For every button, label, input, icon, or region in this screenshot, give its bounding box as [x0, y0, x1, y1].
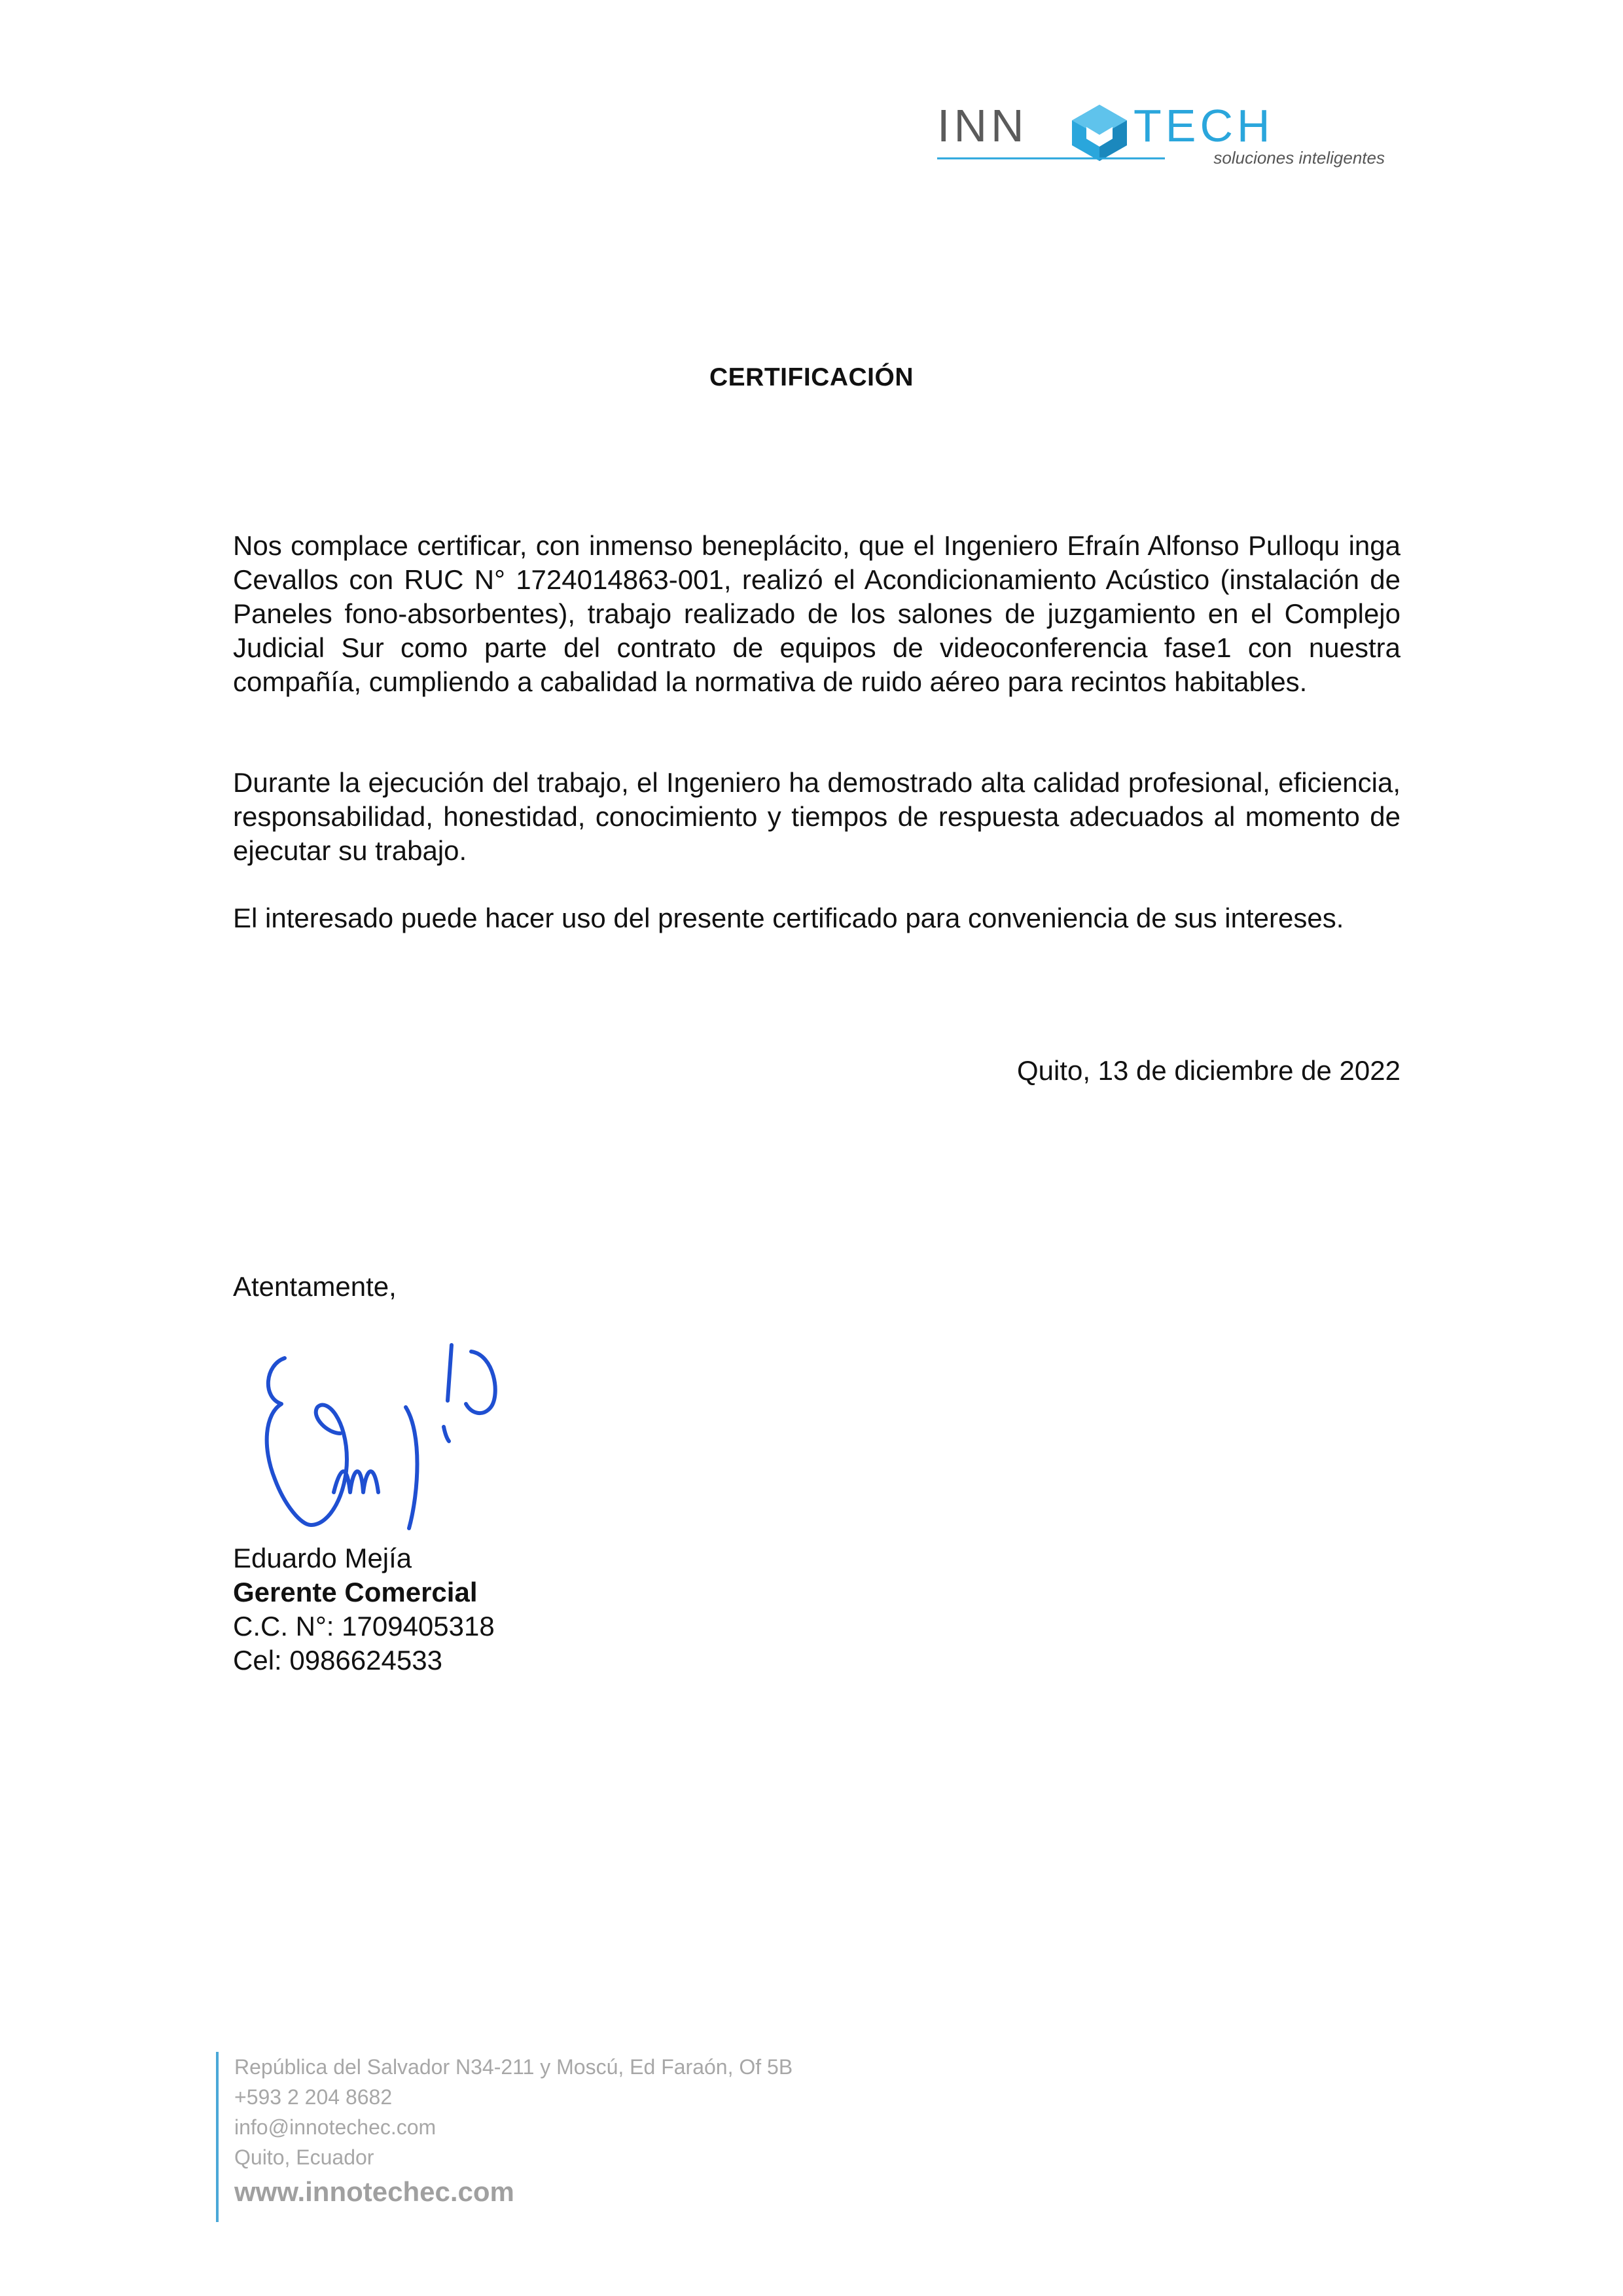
- logo-cube-icon: [1072, 105, 1127, 161]
- document-date: Quito, 13 de diciembre de 2022: [1016, 1055, 1400, 1086]
- footer-phone: +593 2 204 8682: [234, 2085, 393, 2109]
- logo-tagline: soluciones inteligentes: [1213, 148, 1385, 168]
- paragraph-1-text: Nos complace certificar, con inmenso beneplácito, que el Ingeniero Efraín Alfonso Pulloqu inga Cevallos con RUC N° 1724014863-001, realizó el Acondicionamiento Acústico (instalación de Paneles fono-absorbentes), trabajo realizado de los salones de juzgamiento en el Complejo Judicial Sur como parte del contrato de equipos de videoconferencia fase1 con nuestra compañía, cumpliendo a cabalidad la normativa de ruido aéreo para recintos habitables.: [233, 530, 1400, 697]
- paragraph-2: [233, 766, 1400, 868]
- footer-contact: [216, 2052, 793, 2222]
- signer-name: Eduardo Mejía: [233, 1543, 412, 1573]
- paragraph-3: [233, 901, 1400, 935]
- paragraph-1: [233, 529, 1400, 699]
- footer-address: República del Salvador N34-211 y Moscú, Ed Faraón, Of 5B: [234, 2055, 793, 2079]
- paragraph-3-text: El interesado puede hacer uso del presente certificado para conveniencia de sus intereses.: [233, 903, 1344, 933]
- signer-role: Gerente Comercial: [233, 1577, 478, 1607]
- handwritten-signature: [255, 1335, 556, 1545]
- innotech-logo-graphic: [936, 98, 1387, 170]
- footer-website[interactable]: www.innotechec.com: [234, 2176, 514, 2207]
- logo-brand-right: TECH: [1133, 100, 1274, 151]
- signature-icon: [255, 1335, 556, 1545]
- paragraph-2-text: Durante la ejecución del trabajo, el Ingeniero ha demostrado alta calidad profesional, eficiencia, responsabilidad, honestidad, conocimiento y tiempos de respuesta adecuados al momento de ejecutar su trabajo.: [233, 767, 1400, 866]
- footer-city: Quito, Ecuador: [234, 2145, 374, 2169]
- signer-id: C.C. N°: 1709405318: [233, 1611, 495, 1641]
- signer-block: [233, 1541, 495, 1677]
- logo-brand-left: INN: [937, 100, 1028, 151]
- signer-phone: Cel: 0986624533: [233, 1645, 442, 1676]
- footer-email[interactable]: info@innotechec.com: [234, 2115, 437, 2139]
- closing-salutation: Atentamente,: [233, 1271, 397, 1302]
- company-logo: [936, 98, 1387, 170]
- document-title: CERTIFICACIÓN: [709, 363, 914, 391]
